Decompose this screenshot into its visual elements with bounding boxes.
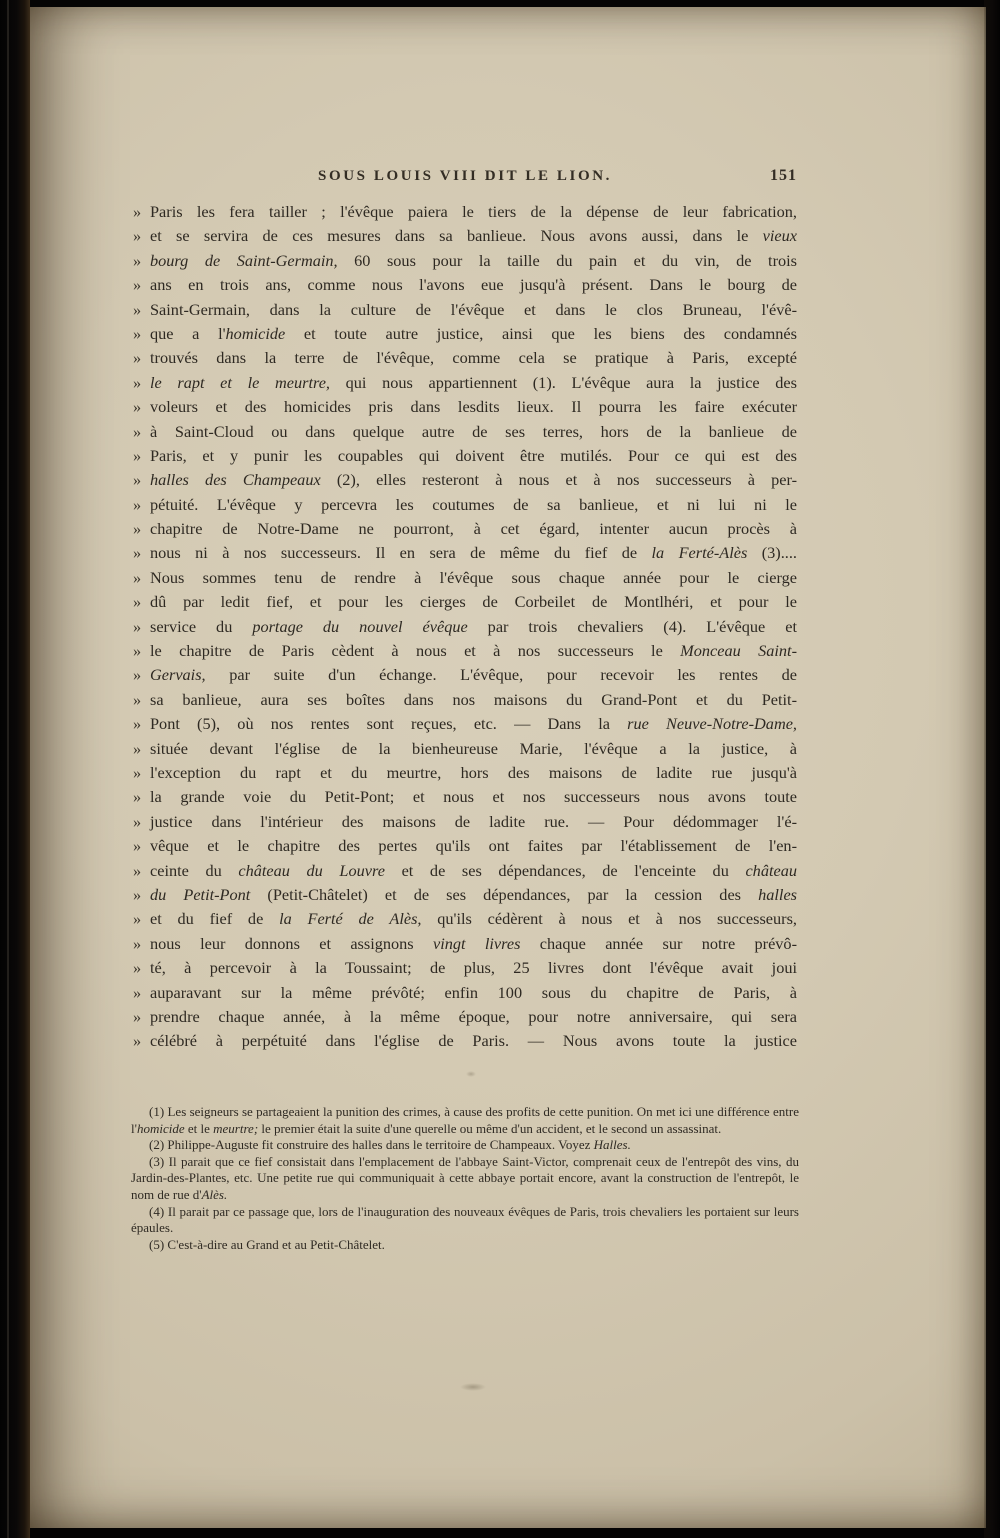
text-segment: service du [150, 616, 253, 636]
text-segment: et se servira de ces mesures dans sa banlieue. Nous avons aussi, dans le [150, 226, 763, 246]
quoted-line [133, 834, 797, 858]
text-segment: prendre chaque année, à la même époque, pour notre anniversaire, qui sera [150, 1006, 797, 1026]
quote-marker: » [133, 543, 142, 563]
text-segment: (1) Les seigneurs se partageaient la punition des crimes, à cause des profits de cette punition. On met ici une différence entre l' [131, 1104, 799, 1136]
quote-marker: » [133, 275, 142, 295]
italic-text: vieux [762, 226, 797, 246]
text-segment: (Petit-Châtelet) et de ses dépendances, par la cession des [250, 884, 759, 904]
text-segment: voleurs et des homicides pris dans lesdits lieux. Il pourra les faire exécuter [150, 397, 797, 417]
quote-marker: » [133, 372, 142, 392]
text-segment: et de ses dépendances, de l'enceinte du [384, 860, 746, 880]
text-segment: par suite d'un échange. L'évêque, pour recevoir les rentes de [205, 665, 797, 685]
quote-marker: » [133, 323, 142, 343]
footnote [131, 1137, 799, 1154]
quoted-line [133, 663, 797, 687]
quote-marker: » [133, 641, 142, 661]
quote-marker: » [133, 250, 142, 270]
quoted-line [133, 1029, 797, 1053]
quoted-line [133, 883, 797, 907]
text-segment: la grande voie du Petit-Pont; et nous et nos successeurs nous avons toute [150, 787, 797, 807]
quote-marker: » [133, 1031, 142, 1051]
quote-marker: » [133, 958, 142, 978]
italic-text: homicide [225, 323, 286, 343]
text-segment: (2), elles resteront à nous et à nos successeurs à per- [320, 470, 797, 490]
quoted-line [133, 639, 797, 663]
quote-marker: » [133, 836, 142, 856]
italic-text: château [745, 860, 797, 880]
quote-marker: » [133, 421, 142, 441]
quoted-line [133, 712, 797, 736]
text-segment: chaque année sur notre prévô- [520, 933, 797, 953]
text-segment: Pont (5), où nos rentes sont reçues, etc. — Dans la [150, 714, 628, 734]
text-segment: (4) Il parait par ce passage que, lors de l'inauguration des nouveaux évêques de Paris, trois chevaliers les portaient sur leurs épaules. [131, 1203, 799, 1236]
text-segment: par trois chevaliers (4). L'évêque et [467, 616, 797, 636]
italic-text: portage du nouvel évêque [252, 616, 468, 636]
quoted-line [133, 420, 797, 444]
running-title: SOUS LOUIS VIII DIT LE LION. [318, 168, 612, 184]
italic-text: du Petit-Pont [150, 884, 251, 904]
text-segment: Paris, et y punir les coupables qui doivent être mutilés. Pour ce qui est des [150, 445, 797, 465]
quote-marker: » [133, 933, 142, 953]
quoted-line [133, 590, 797, 614]
text-segment: Nous sommes tenu de rendre à l'évêque sous chaque année pour le cierge [150, 567, 797, 587]
text-segment: sa banlieue, aura ses boîtes dans nos maisons du Grand-Pont et du Petit- [150, 689, 797, 709]
italic-text: la Ferté de Alès, [279, 909, 422, 929]
scan-edge-bottom [0, 1528, 1000, 1538]
italic-text: halles des Champeaux [150, 470, 321, 490]
quoted-line [133, 200, 797, 224]
quote-marker: » [133, 787, 142, 807]
italic-text: Gervais, [150, 665, 206, 685]
quoted-line [133, 810, 797, 834]
italic-text: le rapt et le meurtre, [150, 372, 330, 392]
italic-text: halles [758, 884, 797, 904]
quote-marker: » [133, 1006, 142, 1026]
quote-marker: » [133, 299, 142, 319]
italic-text: la Ferté-Alès [651, 543, 748, 563]
paper-smudge [466, 1071, 476, 1077]
quoted-line [133, 493, 797, 517]
footnote [131, 1154, 799, 1204]
text-segment: justice dans l'intérieur des maisons de ladite rue. — Pour dédommager l'é- [150, 811, 797, 831]
scan-edge-top [0, 0, 1000, 7]
quote-marker: » [133, 860, 142, 880]
italic-text: château du Louvre [238, 860, 385, 880]
text-segment: nous ni à nos successeurs. Il en sera de même du fief de [150, 543, 652, 563]
body-text [133, 200, 797, 1054]
page-header [133, 168, 797, 192]
quote-marker: » [133, 665, 142, 685]
text-segment: qu'ils cédèrent à nous et à nos successeurs, [421, 909, 797, 929]
quoted-line [133, 322, 797, 346]
text-segment: 60 sous pour la taille du pain et du vin, de trois [337, 250, 797, 270]
text-segment: dû par ledit fief, et pour les cierges de Corbeilet de Montlhéri, et pour le [150, 592, 797, 612]
text-segment: le premier était la suite d'une querelle ou même d'un accident, et le second un assassinat. [258, 1120, 722, 1136]
quoted-line [133, 444, 797, 468]
footnote [131, 1204, 799, 1237]
quote-marker: » [133, 445, 142, 465]
text-segment: chapitre de Notre-Dame ne pourront, à cet égard, intenter aucun procès à [150, 519, 797, 539]
text-segment: l'exception du rapt et du meurtre, hors des maisons de ladite rue jusqu'à [150, 762, 797, 782]
quote-marker: » [133, 738, 142, 758]
quoted-line [133, 688, 797, 712]
text-segment: ans en trois ans, comme nous l'avons eue jusqu'à présent. Dans le bourg de [150, 275, 797, 295]
quote-marker: » [133, 494, 142, 514]
quoted-line [133, 785, 797, 809]
quote-marker: » [133, 884, 142, 904]
text-segment: (2) Philippe-Auguste fit construire des halles dans le territoire de Champeaux. Voyez [149, 1137, 594, 1153]
quoted-line [133, 468, 797, 492]
text-segment: et toute autre justice, ainsi que les biens des condamnés [285, 323, 797, 343]
page-edge-right [984, 0, 1000, 1538]
quote-marker: » [133, 909, 142, 929]
italic-text: Halles. [593, 1137, 631, 1153]
quoted-line [133, 761, 797, 785]
footnote [131, 1104, 799, 1137]
text-segment: à Saint-Cloud ou dans quelque autre de ses terres, hors de la banlieue de [150, 421, 797, 441]
text-segment: et du fief de [150, 909, 280, 929]
text-segment: qui nous appartiennent (1). L'évêque aura la justice des [330, 372, 797, 392]
quote-marker: » [133, 397, 142, 417]
text-segment: pétuité. L'évêque y percevra les coutumes de sa banlieue, et ni lui ni le [150, 494, 797, 514]
quoted-line [133, 273, 797, 297]
quoted-line [133, 395, 797, 419]
quoted-line [133, 737, 797, 761]
quoted-line [133, 981, 797, 1005]
quoted-line [133, 249, 797, 273]
quoted-line [133, 859, 797, 883]
italic-text: vingt livres [432, 933, 521, 953]
quote-marker: » [133, 762, 142, 782]
text-segment: té, à percevoir à la Toussaint; de plus, 25 livres dont l'évêque avait joui [150, 958, 797, 978]
text-segment: ceinte du [150, 860, 239, 880]
quoted-line [133, 346, 797, 370]
text-segment: que a l' [150, 323, 226, 343]
text-segment: Saint-Germain, dans la culture de l'évêque et dans le clos Bruneau, l'évê- [150, 299, 797, 319]
text-segment: auparavant sur la même prévôté; enfin 100 sous du chapitre de Paris, à [150, 982, 797, 1002]
quoted-line [133, 1005, 797, 1029]
quoted-line [133, 541, 797, 565]
text-segment: nous leur donnons et assignons [150, 933, 433, 953]
text-segment: (3).... [747, 543, 797, 563]
text-segment: trouvés dans la terre de l'évêque, comme cela se pratique à Paris, excepté [150, 348, 797, 368]
quoted-line [133, 956, 797, 980]
quote-marker: » [133, 592, 142, 612]
footnote [131, 1237, 799, 1254]
text-segment: (3) Il parait que ce fief consistait dans l'emplacement de l'abbaye Saint-Victor, comprenait ceux de l'entrepôt des vins, du Jardin-des-Plantes, etc. Une petite rue qui communiquait à cette abbaye portait encore, avant la construction de l'entrepôt, le nom de rue d' [131, 1153, 799, 1202]
quote-marker: » [133, 470, 142, 490]
quoted-line [133, 298, 797, 322]
page-number: 151 [770, 167, 797, 184]
italic-text: Alès. [201, 1186, 228, 1202]
italic-text: homicide [136, 1120, 185, 1136]
quoted-line [133, 371, 797, 395]
footnotes [131, 1104, 799, 1253]
quote-marker: » [133, 202, 142, 221]
book-page [28, 5, 986, 1530]
quote-marker: » [133, 519, 142, 539]
quoted-line [133, 566, 797, 590]
book-binding-left [0, 0, 30, 1538]
quoted-line [133, 517, 797, 541]
paper-smudge [460, 1383, 486, 1391]
quote-marker: » [133, 348, 142, 368]
text-segment: le chapitre de Paris cèdent à nous et à nos successeurs le [150, 641, 681, 661]
scanner-edge-line [7, 0, 9, 1538]
italic-text: bourg de Saint-Germain, [150, 250, 338, 270]
text-segment: (5) C'est-à-dire au Grand et au Petit-Châtelet. [149, 1236, 385, 1252]
italic-text: rue Neuve-Notre-Dame, [627, 714, 797, 734]
italic-text: meurtre; [213, 1120, 259, 1136]
text-segment: Paris les fera tailler ; l'évêque paiera le tiers de la dépense de leur fabrication, [150, 202, 797, 221]
quote-marker: » [133, 567, 142, 587]
text-segment: célébré à perpétuité dans l'église de Paris. — Nous avons toute la justice [150, 1031, 797, 1051]
quote-marker: » [133, 226, 142, 246]
quote-marker: » [133, 616, 142, 636]
text-segment: située devant l'église de la bienheureuse Marie, l'évêque a la justice, à [150, 738, 797, 758]
quote-marker: » [133, 714, 142, 734]
quoted-line [133, 907, 797, 931]
text-segment: vêque et le chapitre des pertes qu'ils ont faites par l'établissement de l'en- [150, 836, 797, 856]
quote-marker: » [133, 811, 142, 831]
quote-marker: » [133, 982, 142, 1002]
quoted-line [133, 615, 797, 639]
quote-marker: » [133, 689, 142, 709]
text-segment: et le [184, 1120, 214, 1136]
italic-text: Monceau Saint- [680, 641, 797, 661]
quoted-line [133, 224, 797, 248]
quoted-line [133, 932, 797, 956]
